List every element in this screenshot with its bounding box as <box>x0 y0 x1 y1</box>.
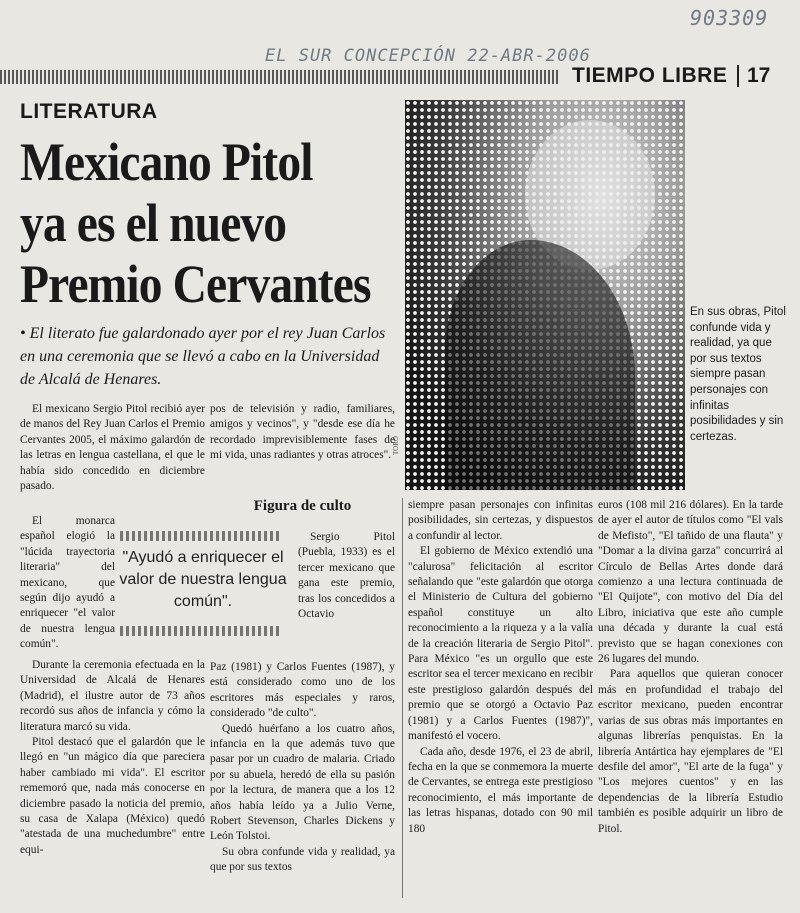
paragraph: El gobierno de México extendió una "calurosa" felicitación al escritor señalando que "este galardón que otorga el Ministerio de Cultura del gobierno español constituye un alto reconocimiento a la riqueza y a la valía de la creación literaria de Sergio Pitol". Para México "es un orgullo que este escritor sea el tercer mexicano en recibir este prestigioso galardón después del premio que se otorgó a Octavio Paz (1981) y a Carlos Fuentes (1987)", manifestó el vocero. <box>408 545 593 743</box>
column-1-bottom <box>20 658 205 858</box>
handwritten-date-note: EL SUR CONCEPCIÓN 22-ABR-2006 <box>265 46 591 66</box>
pull-quote: "Ayudó a enriquecer el valor de nuestra lengua común". <box>119 549 287 610</box>
headline-line-1: Mexicano Pitol <box>20 132 313 192</box>
paragraph: Durante la ceremonia efectuada en la Universidad de Alcalá de Henares (Madrid), el ilustre autor de 73 años recordó sus años de infancia y cómo la literatura marcó su vida. <box>20 659 205 733</box>
paragraph: euros (108 mil 216 dólares). En la tarde de ayer el autor de títulos como "El vals de Mefisto", "El tañido de una flauta" y "Domar a la divina garza" concurrirá al Círculo de Bellas Artes donde dará comienzo a una lectura continuada de "El Quijote", con motivo del Día del Libro, iniciativa que este año cumple una década y durante la cual está previsto que se hagan conexiones con 26 lugares del mundo. <box>598 499 783 666</box>
column-2-top <box>210 402 395 464</box>
lede: • El literato fue galardonado ayer por el rey Juan Carlos en una ceremonia que se llevó a cabo en la Universidad de Alcalá de Henares. <box>20 325 386 388</box>
section-title: TIEMPO LIBRE <box>572 64 728 87</box>
paragraph: Cada año, desde 1976, el 23 de abril, fecha en la que se conmemora la muerte de Cervantes, se entrega este prestigioso reconocimiento, el más importante de las letras hispanas, dotado con 90 mil 180 <box>408 745 593 835</box>
subhead: Figura de culto <box>253 498 352 514</box>
pullquote-rule-bottom <box>120 626 280 636</box>
paragraph: Pitol destacó que el galardón que le llegó en "un mágico día que pareciera haber cambiado mi vida". El escritor rememoró que, nada más conocerse en diciembre pasado la noticia del premio, su casa de Xalapa (México) quedó "atestada de una muchedumbre" entre equi- <box>20 736 205 856</box>
column-4 <box>598 498 783 837</box>
paragraph: Sergio Pitol (Puebla, 1933) es el tercer mexicano que gana este premio, tras los concedidos a Octavio <box>298 531 395 621</box>
kicker: LITERATURA <box>20 100 158 123</box>
section-separator <box>737 65 739 87</box>
headline-line-2: ya es el nuevo <box>20 193 287 253</box>
photo-caption: En sus obras, Pitol confunde vida y realidad, ya que por sus textos siempre pasan personajes con infinitas posibilidades y sin certezas. <box>690 306 786 443</box>
column-2-bottom <box>210 660 395 876</box>
column-3 <box>408 498 593 837</box>
paragraph: El monarca español elogió la "lúcida trayectoria literaria" del mexicano, que según dijo ayudó a enriquecer "el valor de nuestra lengua común". <box>20 515 115 651</box>
paragraph: Para aquellos que quieran conocer más en profundidad el trabajo del escritor mexicano, pueden encontrar varias de sus obras más importantes en algunas librerías penquistas. En la librería Antártica hay ejemplares de "El desfile del amor", "El arte de la fuga" y "Los mejores cuentos" y en las dependencias de la librería Estudio también es posible adquirir un libro de Pitol. <box>598 668 783 835</box>
column-1-narrow <box>20 514 115 653</box>
header-dotted-rule <box>0 70 560 84</box>
paragraph: pos de televisión y radio, familiares, amigos y vecinos", y "desde ese día he recordado imprevisiblemente fases de mi vida, unas radiantes y otras atroces". <box>210 403 395 462</box>
paragraph: siempre pasan personajes con infinitas posibilidades, sin certezas, y dispuestos a confundir al lector. <box>408 499 593 542</box>
paragraph: Paz (1981) y Carlos Fuentes (1987), y está considerado como uno de los escritores más especiales y raros, considerado "de culto". <box>210 661 395 720</box>
photo-figure <box>445 240 635 490</box>
headline <box>20 132 400 315</box>
paragraph: Quedó huérfano a los cuatro años, infancia en la que además tuvo que pasar por un cuadro de malaria. Criado por su abuela, heredó de ella su pasión por la lectura, de manera que a los 12 años había leído ya a Julio Verne, Robert Stevenson, Charles Dickens y León Tolstoi. <box>210 722 395 843</box>
headline-line-3: Premio Cervantes <box>20 254 371 314</box>
paragraph: El mexicano Sergio Pitol recibió ayer de manos del Rey Juan Carlos el Premio Cervantes 2005, el máximo galardón de las letras en lengua castellana, el que le había sido concedido en diciembre pasado. <box>20 403 205 493</box>
column-1-top <box>20 402 205 494</box>
photo-credit: TORO <box>392 436 400 455</box>
paragraph: Su obra confunde vida y realidad, ya que por sus textos <box>210 845 395 874</box>
column-2-narrow <box>298 530 395 622</box>
clipping-reference: 903309 <box>690 6 769 30</box>
author-photo <box>405 100 685 490</box>
column-divider <box>402 498 403 898</box>
pullquote-rule-top <box>120 531 280 541</box>
page-number: 17 <box>747 64 771 87</box>
